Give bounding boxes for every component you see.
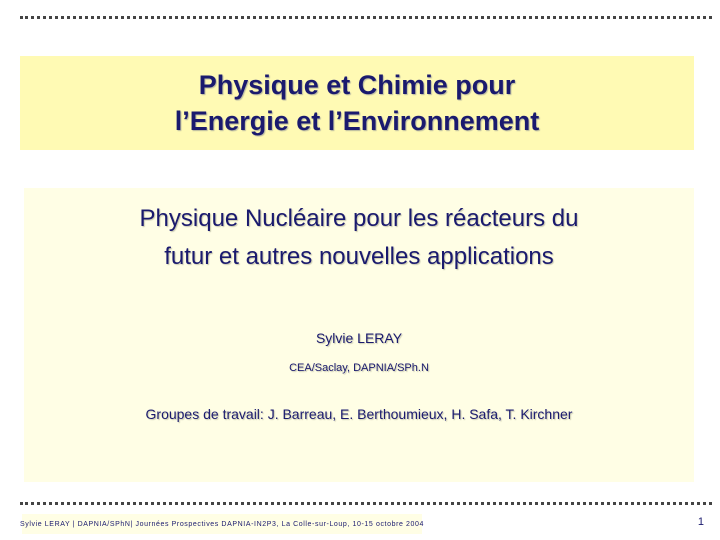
title-line-2: l’Energie et l’Environnement xyxy=(174,106,540,136)
subtitle-line-1: Physique Nucléaire pour les réacteurs du xyxy=(139,205,579,232)
title-line-1: Physique et Chimie pour xyxy=(198,70,516,100)
subtitle-line-2: futur et autres nouvelles applications xyxy=(164,243,554,270)
footer-text: Sylvie LERAY | DAPNIA/SPhN| Journées Prospectives DAPNIA-IN2P3, La Colle-sur-Loup, 10-15 octobre 2004 xyxy=(19,520,425,528)
working-groups: Groupes de travail: J. Barreau, E. Berthoumieux, H. Safa, T. Kirchner xyxy=(145,406,573,422)
bottom-dotted-rule xyxy=(20,502,712,505)
top-dotted-rule xyxy=(20,16,712,19)
page-number: 1 xyxy=(697,516,704,528)
content-panel xyxy=(24,188,694,482)
subtitle xyxy=(24,200,694,276)
author-name: Sylvie LERAY xyxy=(315,330,403,346)
footer-box xyxy=(19,514,425,534)
title-box xyxy=(20,56,694,150)
author-affiliation: CEA/Saclay, DAPNIA/SPh.N xyxy=(289,362,429,374)
